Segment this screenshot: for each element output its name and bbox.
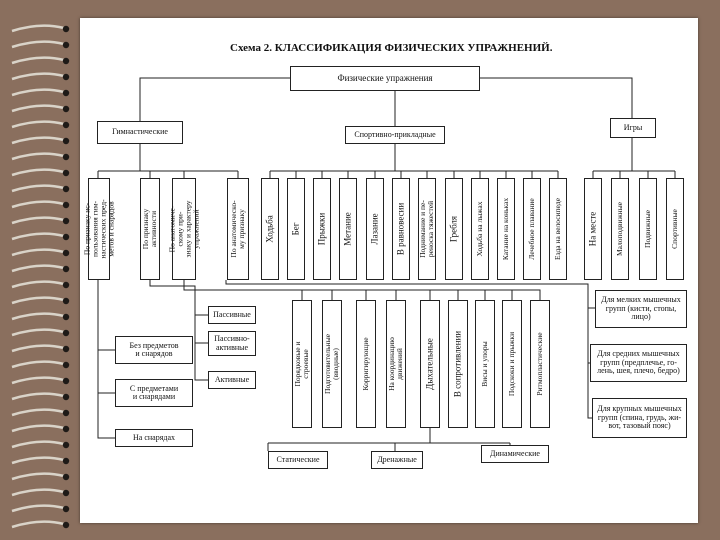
exercise-preparatory [322,300,342,428]
binding-ring [12,490,64,495]
binding-hole [63,26,69,32]
criterion-anatomy [227,178,249,280]
binding-hole [63,522,69,528]
sport-running [287,178,305,280]
binding-ring [12,282,64,287]
exercise-label: Подготовительные (вводные) [323,334,340,394]
breathing-drainage: Дренажные [371,451,423,469]
apparatus-without: Без предметов и снарядов [115,336,193,364]
binding-hole [63,90,69,96]
binding-ring [12,298,64,303]
criterion-label: По анатомическо- му признаку [229,200,246,258]
binding-hole [63,314,69,320]
game-label: Малоподвижные [615,201,625,257]
exercise-hangs [475,300,495,428]
binding-hole [63,458,69,464]
game-sports [666,178,684,280]
binding-ring [12,218,64,223]
binding-hole [63,282,69,288]
binding-ring [12,458,64,463]
binding-hole [63,378,69,384]
binding-ring [12,346,64,351]
binding-hole [63,154,69,160]
sport-label: Гребля [448,215,459,243]
exercise-label: В сопротивлении [452,330,463,398]
binding-hole [63,330,69,336]
binding-hole [63,58,69,64]
game-active [639,178,657,280]
binding-hole [63,122,69,128]
game-low-mobility [611,178,629,280]
binding-ring [12,26,64,31]
sport-skiing [471,178,489,280]
binding-ring [12,234,64,239]
binding-ring [12,266,64,271]
criterion-label: По анатомиче- скому при- знаку и характеру упражнений [167,200,200,258]
binding-ring [12,138,64,143]
sport-label: Катание на коньках [501,197,511,261]
binding-ring [12,122,64,127]
activity-passive: Пассивные [208,306,256,324]
binding-hole [63,250,69,256]
game-label: Подвижные [643,210,653,248]
sport-label: Ходьба [264,215,275,243]
sport-label: Поднимание и пе- реноска тяжестей [418,200,435,258]
binding-ring [12,42,64,47]
breathing-dynamic: Динамические [481,445,549,463]
sport-lifting [418,178,436,280]
binding-ring [12,522,64,527]
activity-active: Активные [208,371,256,389]
sport-skating [497,178,515,280]
exercise-label: Подскоки и прыжки [507,331,517,397]
muscle-large: Для крупных мышечных групп (спина, грудь, жи- вот, тазовый пояс) [592,398,687,438]
binding-ring [12,362,64,367]
diagram-title: Схема 2. КЛАССИФИКАЦИЯ ФИЗИЧЕСКИХ УПРАЖНЕНИЙ. [230,42,553,54]
binding-ring [12,426,64,431]
exercise-coordination [386,300,406,428]
sport-label: Ходьба на лыжах [475,201,485,257]
sport-jumping [313,178,331,280]
binding-ring [12,250,64,255]
sport-label: Метание [342,212,353,246]
exercise-rhythmoplastic [530,300,550,428]
binding-ring [12,394,64,399]
binding-ring [12,186,64,191]
binding-hole [63,186,69,192]
exercise-label: Висы и упоры [480,341,490,387]
binding-ring [12,74,64,79]
binding-ring [12,202,64,207]
group-sports: Спортивно-прикладные [345,126,445,144]
sport-balance [392,178,410,280]
exercise-drill [292,300,312,428]
sport-label: В равновесии [395,202,406,256]
criterion-label: По признаку ис- пользования гим- настических пред- метов и снарядов [82,199,115,259]
binding-hole [63,170,69,176]
binding-hole [63,106,69,112]
exercise-corrective [356,300,376,428]
root-physical-exercises: Физические упражнения [290,66,480,91]
exercise-label: Ритмопластические [535,332,545,396]
sport-walking [261,178,279,280]
binding-ring [12,170,64,175]
binding-ring [12,90,64,95]
exercise-resistance [448,300,468,428]
binding-ring [12,410,64,415]
sport-throwing [339,178,357,280]
group-gymnastic: Гимнастические [97,121,183,144]
sport-label: Прыжки [316,212,327,246]
exercise-jumps [502,300,522,428]
binding-hole [63,394,69,400]
binding-hole [63,74,69,80]
game-label: На месте [587,211,598,247]
binding-ring [12,330,64,335]
apparatus-on-equipment: На снарядах [115,429,193,447]
sport-label: Лазание [369,213,380,245]
spiral-binding [0,0,80,540]
activity-passive-active: Пассивно- активные [208,331,256,356]
binding-hole [63,234,69,240]
binding-ring [12,58,64,63]
group-games: Игры [610,118,656,138]
criterion-apparatus [82,178,115,280]
sport-label: Бег [290,222,301,236]
sport-label: Лечебное плавание [527,198,537,260]
exercise-label: Корригирующие [361,337,371,391]
binding-hole [63,298,69,304]
binding-ring [12,378,64,383]
binding-ring [12,154,64,159]
classification-diagram [80,18,698,523]
criterion-anatomy-character [167,178,200,280]
binding-hole [63,410,69,416]
exercise-label: Порядковые и строевые [293,341,310,387]
binding-hole [63,218,69,224]
binding-hole [63,442,69,448]
binding-hole [63,474,69,480]
binding-ring [12,442,64,447]
sport-swimming [523,178,541,280]
game-in-place [584,178,602,280]
exercise-breathing [420,300,440,428]
sport-label: Езда на велосипеде [553,198,563,260]
sport-climbing [366,178,384,280]
exercise-label: На координацию движений [387,337,404,391]
binding-ring [12,474,64,479]
game-label: Спортивные [670,209,680,249]
sport-cycling [549,178,567,280]
binding-hole [63,346,69,352]
criterion-label: По признаку активности [141,208,158,250]
exercise-label: Дыхательные [424,338,435,390]
binding-hole [63,506,69,512]
binding-hole [63,42,69,48]
binding-hole [63,362,69,368]
binding-hole [63,426,69,432]
binding-hole [63,202,69,208]
breathing-static: Статические [268,451,328,469]
binding-hole [63,266,69,272]
muscle-medium: Для средних мышечных групп (предплечье, го- лень, шея, плечо, бедро) [590,344,687,382]
binding-hole [63,138,69,144]
criterion-activity [140,178,160,280]
apparatus-with-objects: С предметами и снарядами [115,379,193,407]
sport-rowing [445,178,463,280]
binding-ring [12,506,64,511]
binding-hole [63,490,69,496]
binding-ring [12,106,64,111]
muscle-small: Для мелких мышечных групп (кисти, стопы, лицо) [595,290,687,328]
binding-ring [12,314,64,319]
